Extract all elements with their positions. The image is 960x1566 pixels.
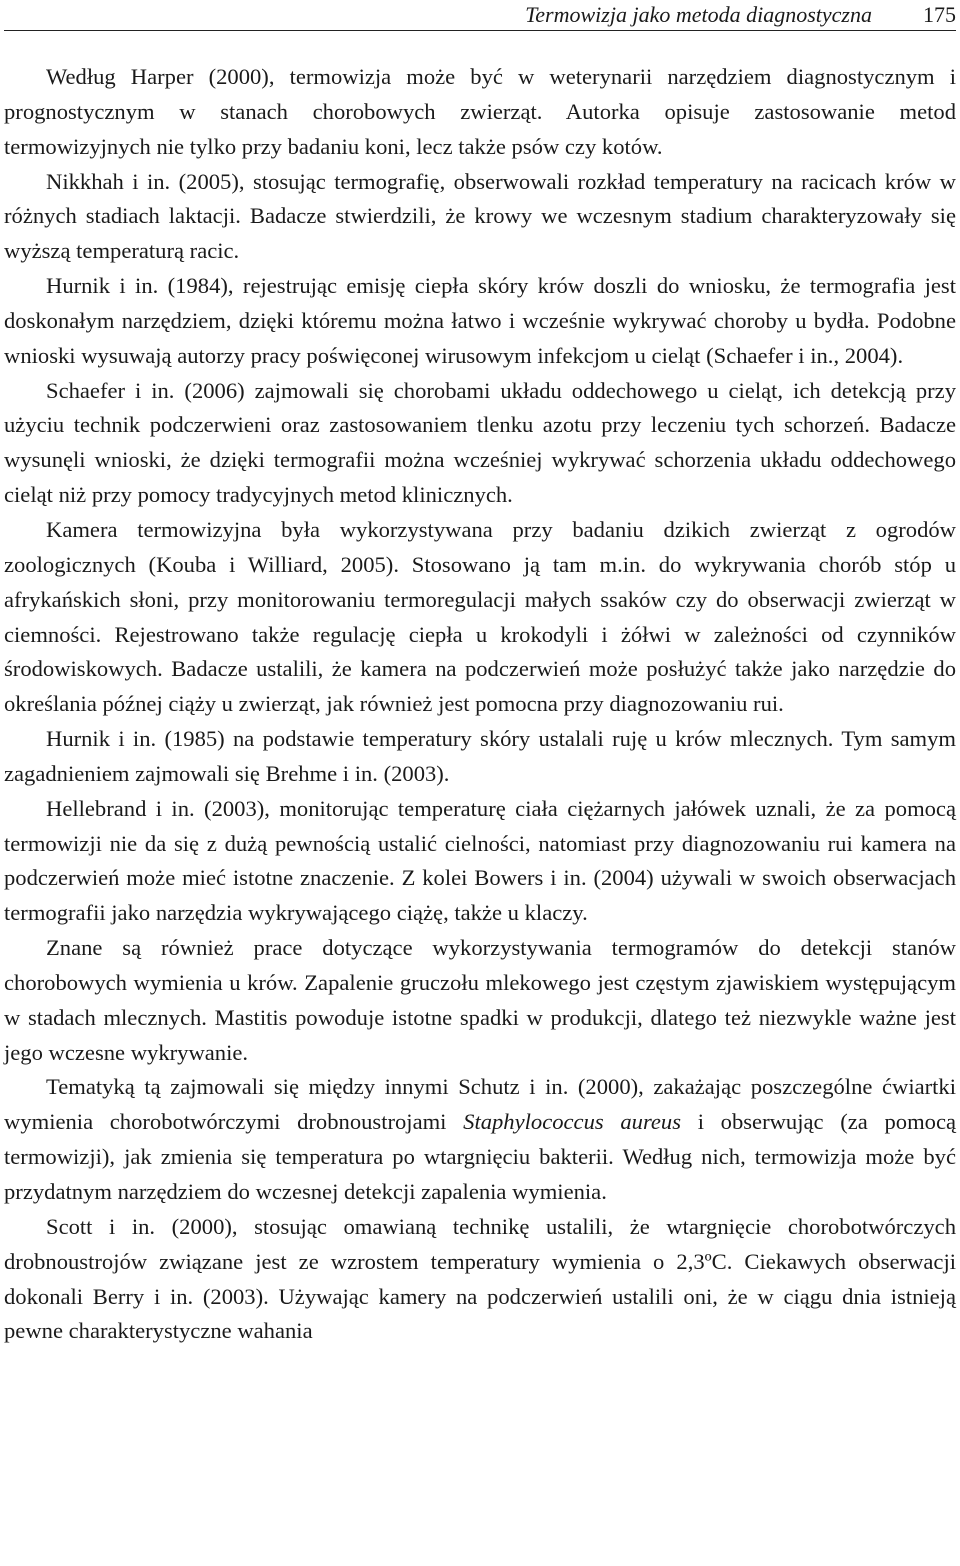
paragraph-mastitis: Znane są również prace dotyczące wykorzystywania termogramów do detekcji stanów chorobowych wymienia u krów. Zapalenie gruczołu mlekowego jest częstym zjawiskiem występującym w stadach mlecznych. Mastitis powoduje istotne spadki w produkcji, dlatego też niezwykle ważne jest jego wczesne wykrywanie. [4,935,956,1065]
paragraph-harper: Według Harper (2000), termowizja może być w weterynarii narzędziem diagnostycznym i prognostycznym w stanach chorobowych zwierząt. Autorka opisuje zastosowanie metod termowizyjnych nie tylko przy badaniu koni, lecz także psów czy kotów. [4,64,956,159]
running-title: Termowizja jako metoda diagnostyczna [525,2,872,27]
paragraph-schutz [4,1070,956,1209]
page-number: 175 [923,2,956,27]
paragraph-hellebrand: Hellebrand i in. (2003), monitorując temperaturę ciała ciężarnych jałówek uznali, że za pomocą termowizji nie da się z dużą pewnością ustalić cielności, natomiast przy diagnozowaniu rui kamera na podczerwień może mieć istotne znaczenie. Z kolei Bowers i in. (2004) używali w swoich obserwacjach termografii jako narzędzia wykrywającego ciążę, także u klaczy. [4,795,956,926]
paragraph-nikkhah: Nikkhah i in. (2005), stosując termografię, obserwowali rozkład temperatury na racicach krów w różnych stadiach laktacji. Badacze stwierdzili, że krowy we wczesnym stadium charakteryzowały się wyższą temperaturą racic. [4,168,956,264]
paragraph-schutz-text-before: Tematyką tą zajmowali się między innymi Schutz i in. (2000), zakażając poszczególne ćwiartki wymienia chorobotwórczymi drobnoustrojami [4,1074,956,1135]
paragraph-schaefer-2006: Schaefer i in. (2006) zajmowali się chorobami układu oddechowego u cieląt, ich detekcją przy użyciu technik podczerwieni oraz zastosowaniem tlenku azotu przy leczeniu tych schorzeń. Badacze wysunęli wnioski, że dzięki termografii można wcześniej wykrywać schorzenia układu oddechowego cieląt niż przy pomocy tradycyjnych metod klinicznych. [4,377,956,508]
species-name: Staphylococcus aureus [463,1109,682,1135]
body-text [4,60,956,1349]
running-header [4,0,956,31]
paragraph-scott: Scott i in. (2000), stosując omawianą technikę ustalili, że wtargnięcie chorobotwórczych drobnoustrojów związane jest ze wzrostem temperatury wymienia o 2,3ºC. Ciekawych obserwacji dokonali Berry i in. (2003). Używając kamery na podczerwień ustalili oni, że w ciągu dnia istnieją pewne charakterystyczne wahania [4,1213,956,1344]
paragraph-schutz-text-after: i obserwując (za pomocą termowizji), jak zmienia się temperatura po wtargnięciu bakterii. Według nich, termowizja może być przydatnym narzędziem do wczesnej detekcji zapalenia wymienia. [4,1109,956,1204]
paragraph-hurnik-1985: Hurnik i in. (1985) na podstawie temperatury skóry ustalali ruję u krów mlecznych. Tym samym zagadnieniem zajmowali się Brehme i in. (2003). [4,726,956,786]
paragraph-hurnik-1984: Hurnik i in. (1984), rejestrując emisję ciepła skóry krów doszli do wniosku, że termografia jest doskonałym narzędziem, dzięki któremu można łatwo i wcześnie wykrywać choroby u bydła. Podobne wnioski wysuwają autorzy pracy poświęconej wirusowym infekcjom u cieląt (Schaefer i in., 2004). [4,273,956,368]
paragraph-kamera-termowizyjna: Kamera termowizyjna była wykorzystywana przy badaniu dzikich zwierząt z ogrodów zoologicznych (Kouba i Williard, 2005). Stosowano ją tam m.in. do wykrywania chorób stóp u afrykańskich słoni, przy monitorowaniu termoregulacji małych ssaków czy do obserwacji zwierząt w ciemności. Rejestrowano także regulację ciepła u krokodyli i żółwi w zależności od czynników środowiskowych. Badacze ustalili, że kamera na podczerwień może posłużyć także jako narzędzie do określania późnej ciąży u zwierząt, jak również jest pomocna przy diagnozowaniu rui. [4,516,956,717]
